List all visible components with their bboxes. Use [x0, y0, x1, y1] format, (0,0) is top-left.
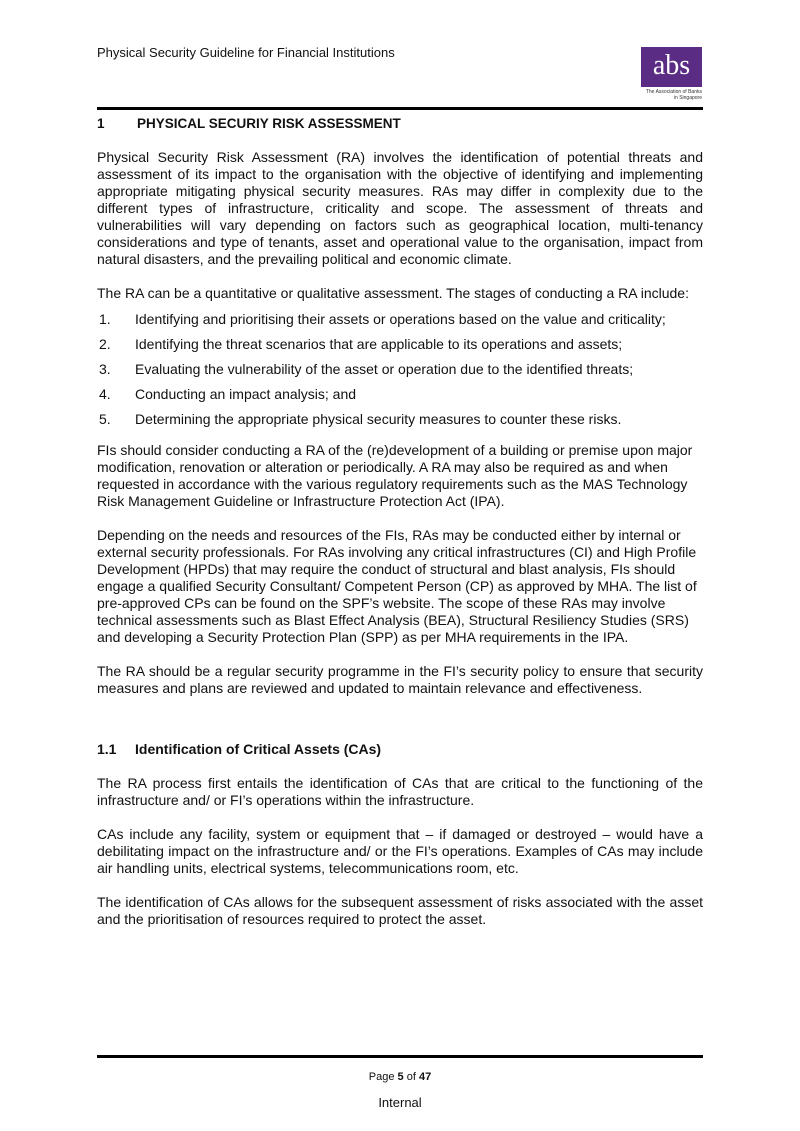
list-text: Evaluating the vulnerability of the asset or operation due to the identified threats; — [135, 361, 634, 377]
abs-logo-text: abs — [652, 50, 691, 81]
abs-logo-box — [641, 47, 702, 87]
list-number: 3. — [99, 361, 111, 377]
list-item — [97, 336, 703, 353]
list-number: 2. — [99, 336, 111, 352]
paragraph: CAs include any facility, system or equipment that – if damaged or destroyed – would have a debilitating impact on the infrastructure and/ or the FI’s operations. Examples of CAs may include air handling units, electrical systems, telecommunications room, etc. — [97, 826, 703, 876]
page-of: of — [406, 1071, 416, 1083]
list-item — [97, 411, 703, 428]
paragraph: The RA can be a quantitative or qualitative assessment. The stages of conducting a RA include: — [97, 285, 689, 301]
list-number: 4. — [99, 386, 111, 402]
page-total: 47 — [418, 1071, 432, 1083]
page-number — [0, 1071, 800, 1083]
section-title: Identification of Critical Assets (CAs) — [135, 741, 382, 757]
page-current: 5 — [397, 1071, 404, 1083]
list-text: Identifying the threat scenarios that are applicable to its operations and assets; — [135, 336, 623, 352]
footer-divider — [97, 1055, 703, 1058]
paragraph: FIs should consider conducting a RA of the (re)development of a building or premise upon major modification, renovation or alteration or periodically. A RA may also be required as and when requested in accordance with the various regulatory requirements such as the MAS Technology Risk Management Guideline or Infrastructure Protection Act (IPA). — [97, 442, 693, 509]
paragraph: The RA process first entails the identification of CAs that are critical to the functioning of the infrastructure and/ or FI’s operations within the infrastructure. — [97, 775, 703, 808]
section-title: PHYSICAL SECURIY RISK ASSESSMENT — [137, 116, 401, 131]
section-number: 1.1 — [97, 741, 117, 757]
list-text: Identifying and prioritising their assets or operations based on the value and criticality; — [135, 311, 666, 327]
paragraph: Physical Security Risk Assessment (RA) involves the identification of potential threats and assessment of its impact to the organisation with the objective of identifying and implementing appropriate mitigating physical security measures. RAs may differ in complexity due to the different types of infrastructure, criticality and scope. The assessment of threats and vulnerabilities will vary depending on factors such as geographical location, multi-tenancy considerations and type of tenants, asset and operational value to the organisation, impact from natural disasters, and the prevailing political and economic climate. — [97, 149, 703, 267]
list-text: Determining the appropriate physical security measures to counter these risks. — [135, 411, 622, 427]
list-number: 5. — [99, 411, 111, 427]
abs-logo — [641, 47, 702, 103]
section-number: 1 — [97, 116, 105, 131]
list-text: Conducting an impact analysis; and — [135, 386, 357, 402]
classification-label: Internal — [378, 1095, 422, 1110]
list-item — [97, 361, 703, 378]
list-number: 1. — [99, 311, 111, 327]
paragraph: The identification of CAs allows for the subsequent assessment of risks associated with the asset and the prioritisation of resources required to protect the asset. — [97, 894, 703, 927]
document-header-title: Physical Security Guideline for Financial Institutions — [97, 45, 395, 60]
paragraph: The RA should be a regular security programme in the FI’s security policy to ensure that security measures and plans are reviewed and updated to maintain relevance and effectiveness. — [97, 663, 703, 696]
list-item — [97, 311, 703, 328]
page-prefix: Page — [368, 1071, 395, 1083]
section-1-heading — [97, 116, 703, 131]
paragraph: Depending on the needs and resources of the FIs, RAs may be conducted either by internal or external security professionals. For RAs involving any critical infrastructures (CI) and High Profile Development (HPDs) that may require the conduct of structural and blast analysis, FIs should engage a qualified Security Consultant/ Competent Person (CP) as approved by MHA. The list of pre-approved CPs can be found on the SPF’s website. The scope of these RAs may involve technical assessments such as Blast Effect Analysis (BEA), Structural Resiliency Studies (SRS) and developing a Security Protection Plan (SPP) as per MHA requirements in the IPA. — [97, 527, 697, 645]
list-item — [97, 386, 703, 403]
page-content — [97, 116, 703, 945]
abs-logo-subtitle-line-2: in Singapore — [673, 95, 702, 101]
ra-stages-list — [97, 311, 703, 428]
header-divider — [97, 107, 703, 110]
abs-logo-subtitle — [641, 89, 702, 101]
section-1-1-heading — [97, 741, 703, 757]
abs-logo-subtitle-line-1: The Association of Banks — [645, 89, 702, 95]
